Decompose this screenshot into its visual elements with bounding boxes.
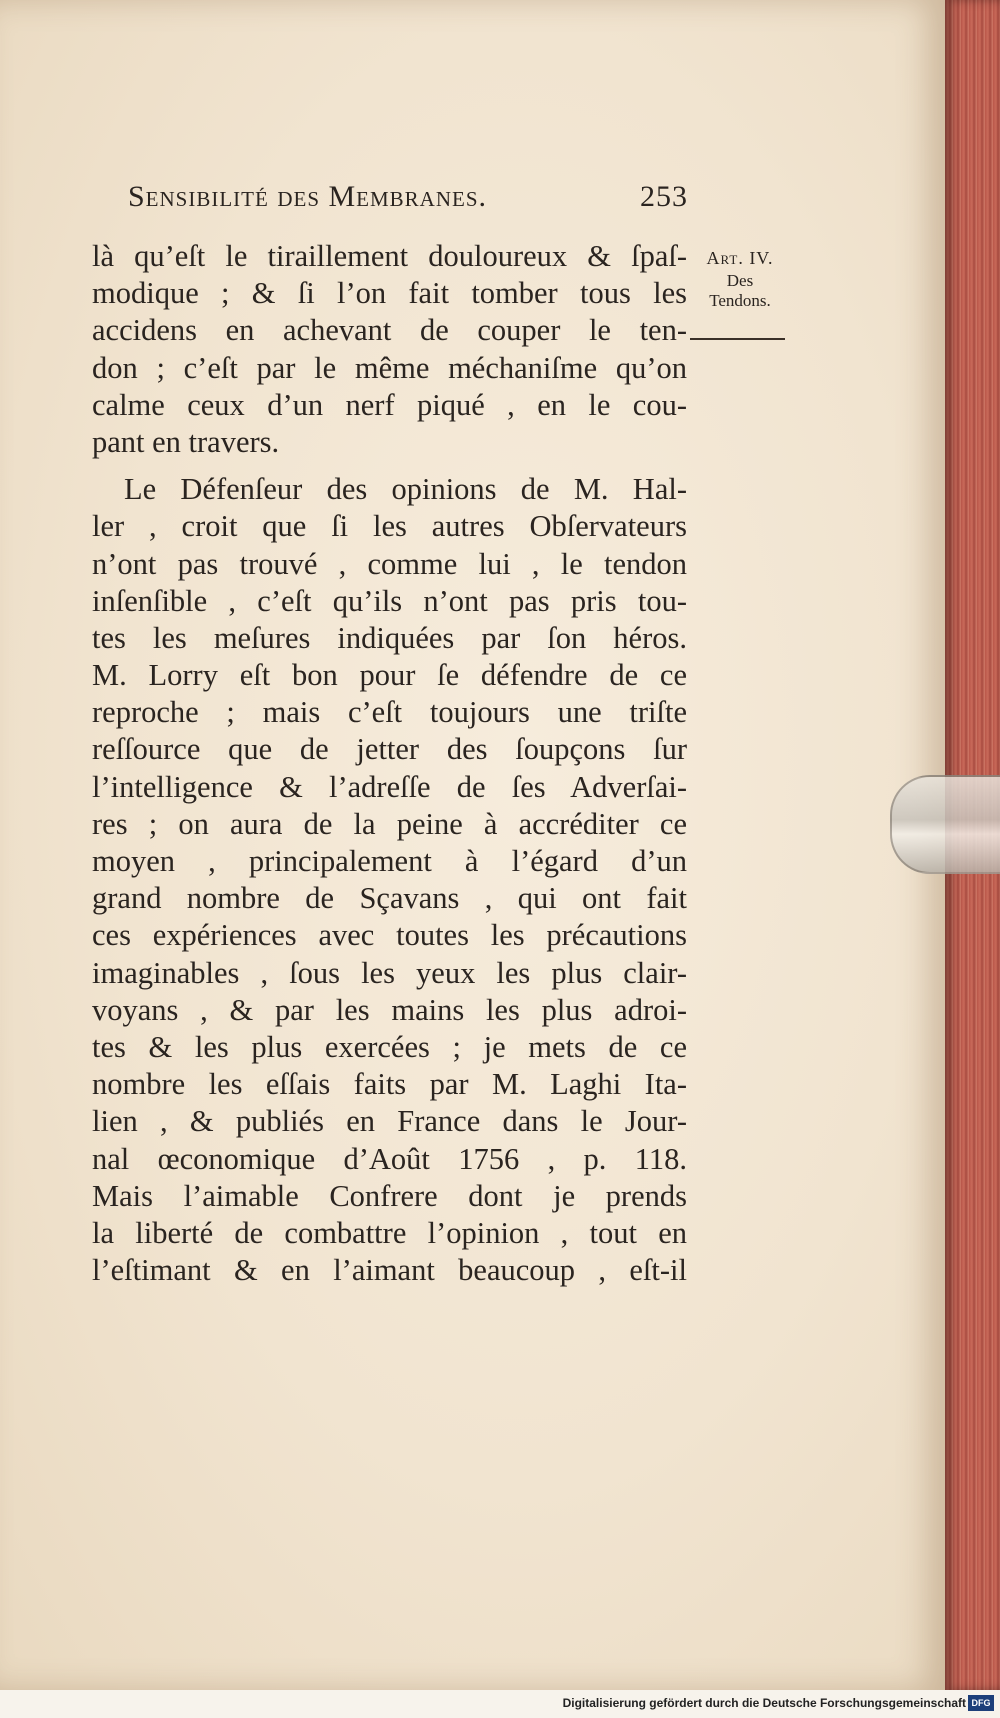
text-line: inſenſible , c’eſt qu’ils n’ont pas pris tou- xyxy=(92,583,687,618)
text-line: don ; c’eſt par le même méchaniſme qu’on xyxy=(92,350,687,385)
paragraph-gap xyxy=(92,461,687,471)
text-line: ces expériences avec toutes les précautions xyxy=(92,918,687,953)
margin-note-article: Art. IV. xyxy=(706,248,774,268)
text-line: grand nombre de Sçavans , qui ont fait xyxy=(92,881,687,916)
text-line: nombre les eſſais faits par M. Laghi Ita- xyxy=(92,1067,687,1102)
text-line: pant en travers. xyxy=(92,424,280,459)
text-line: l’intelligence & l’adreſſe de ſes Adverſai- xyxy=(92,769,687,804)
text-line: tes & les plus exercées ; je mets de ce xyxy=(92,1029,687,1064)
text-line: Mais l’aimable Confrere dont je prends xyxy=(92,1178,687,1213)
text-line: lien , & publiés en France dans le Jour- xyxy=(92,1104,687,1139)
text-line: imaginables , ſous les yeux les plus clair- xyxy=(92,955,687,990)
text-line: accidens en achevant de couper le ten- xyxy=(92,313,687,348)
body-text xyxy=(92,238,687,1289)
text-line: l’eſtimant & en l’aimant beaucoup , eſt-il xyxy=(92,1253,687,1288)
text-line: calme ceux d’un nerf piqué , en le cou- xyxy=(92,387,687,422)
margin-note xyxy=(690,248,790,311)
text-line: modique ; & ſi l’on fait tomber tous les xyxy=(92,276,687,311)
margin-note-line2: Tendons. xyxy=(709,291,771,310)
margin-rule xyxy=(690,338,785,340)
text-line: tes les meſures indiquées par ſon héros. xyxy=(92,620,687,655)
running-head-title: Sensibilité des Membranes. xyxy=(128,180,488,213)
text-line: reſſource que de jetter des ſoupçons ſur xyxy=(92,732,687,767)
margin-note-line1: Des xyxy=(726,271,754,290)
page-clip xyxy=(890,775,1000,874)
text-line: voyans , & par les mains les plus adroi- xyxy=(92,992,687,1027)
dfg-logo: DFG xyxy=(968,1695,994,1711)
text-line: moyen , principalement à l’égard d’un xyxy=(92,844,687,878)
footer-bar xyxy=(0,1690,1000,1718)
page-number: 253 xyxy=(640,180,688,213)
text-line: la liberté de combattre l’opinion , tout en xyxy=(92,1215,687,1250)
text-line: reproche ; mais c’eſt toujours une triſte xyxy=(92,695,687,730)
text-line: ler , croit que ſi les autres Obſervateurs xyxy=(92,509,687,544)
text-line: là qu’eſt le tiraillement douloureux & ſpaſ- xyxy=(92,239,687,273)
text-line: M. Lorry eſt bon pour ſe défendre de ce xyxy=(92,658,687,693)
text-line: nal œconomique d’Août 1756 , p. 118. xyxy=(92,1141,687,1176)
text-line: Le Défenſeur des opinions de M. Hal- xyxy=(124,472,687,507)
text-line: res ; on aura de la peine à accréditer ce xyxy=(92,806,687,841)
running-head xyxy=(128,180,688,214)
text-line: n’ont pas trouvé , comme lui , le tendon xyxy=(92,546,687,581)
footer-credit: Digitalisierung gefördert durch die Deutsche Forschungsgemeinschaft xyxy=(562,1696,966,1710)
